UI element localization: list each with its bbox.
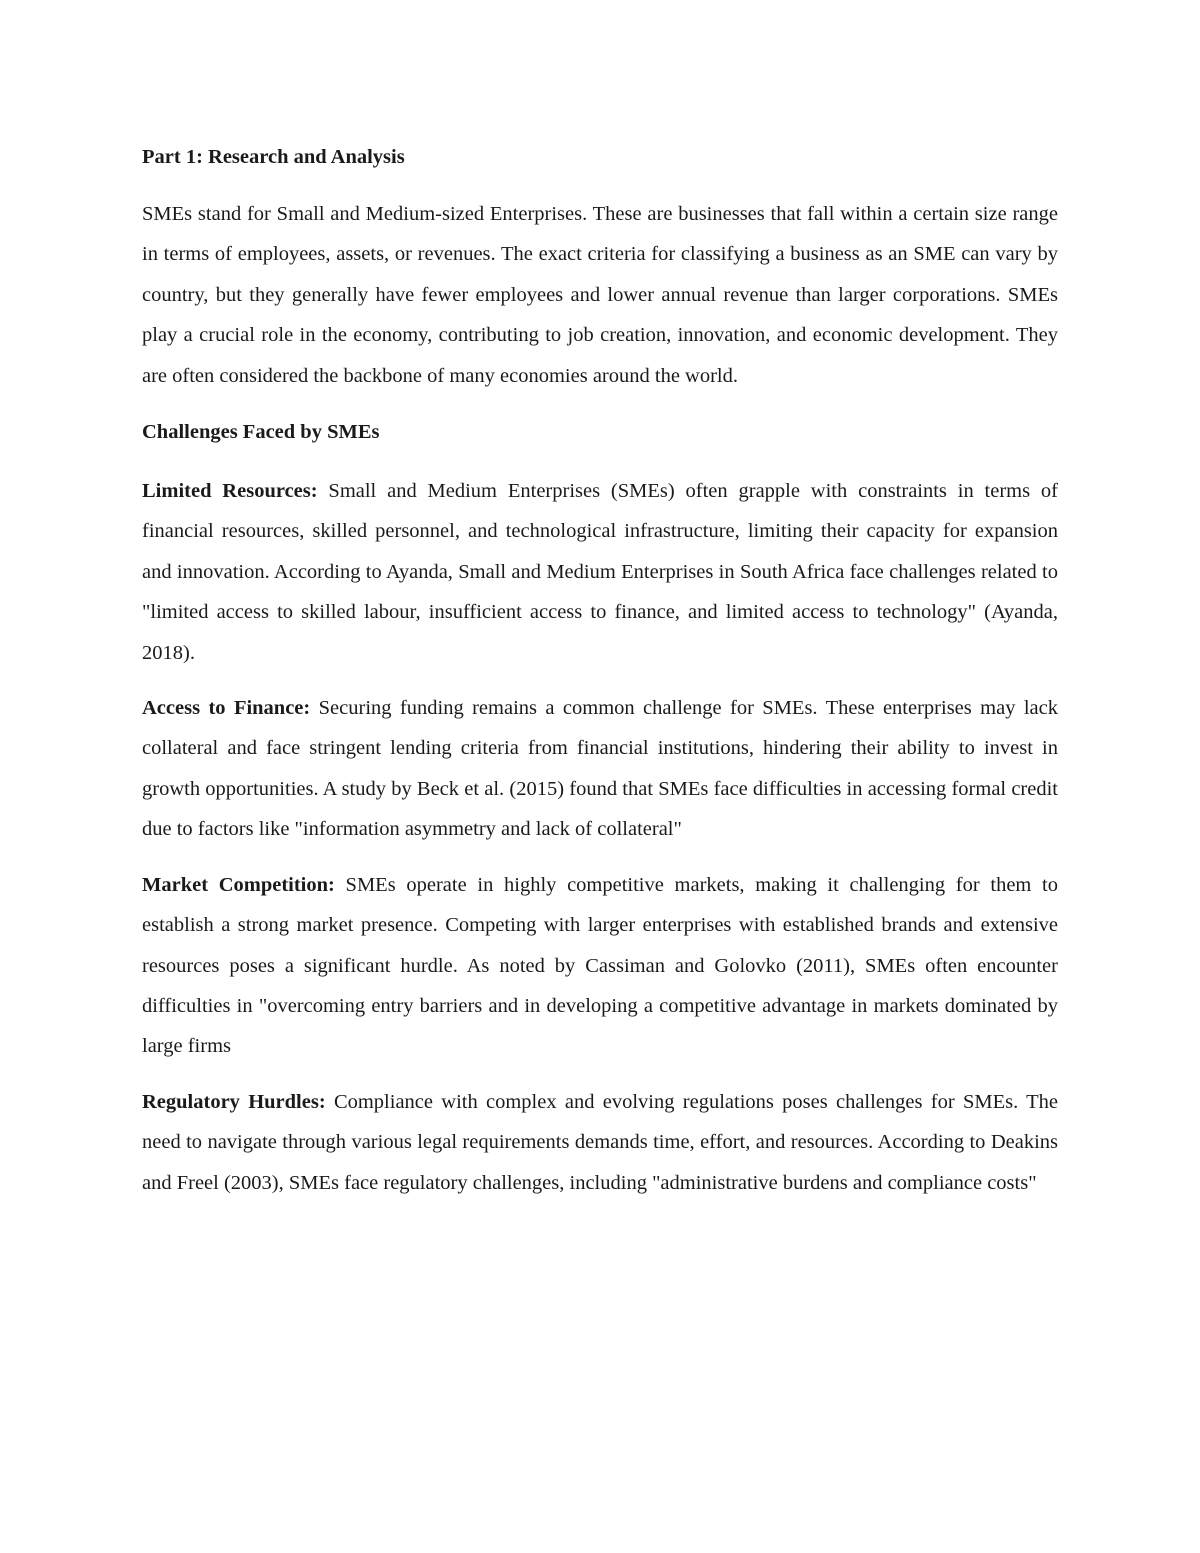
intro-paragraph: SMEs stand for Small and Medium-sized Enterprises. These are businesses that fall within a certain size range in terms of employees, assets, or revenues. The exact criteria for classifying a business as an SME can vary by country, but they generally have fewer employees and lower annual revenue than larger corporations. SMEs play a crucial role in the economy, contributing to job creation, innovation, and economic development. They are often considered the backbone of many economies around the world. [142,203,1058,387]
challenge-text: SMEs operate in highly competitive markets, making it challenging for them to establish a strong market presence. Competing with larger enterprises with established brands and extensive resources poses a significant hurdle. As noted by Cassiman and Golovko (2011), SMEs often encounter difficulties in "overcoming entry barriers and in developing a competitive advantage in markets dominated by large firms [142,873,1058,1058]
challenge-text: Small and Medium Enterprises (SMEs) often grapple with constraints in terms of financial resources, skilled personnel, and technological infrastructure, limiting their capacity for expansion and innovation. According to Ayanda, Small and Medium Enterprises in South Africa face challenges related to "limited access to skilled labour, insufficient access to finance, and limited access to technology" (Ayanda, 2018). [142,480,1058,664]
challenge-text: Compliance with complex and evolving regulations poses challenges for SMEs. The need to navigate through various legal requirements demands time, effort, and resources. According to Deakins and Freel (2003), SMEs face regulatory challenges, including "administrative burdens and compliance costs" [142,1090,1058,1194]
challenge-access-to-finance [142,688,1058,850]
challenge-term: Access to Finance: [142,697,311,720]
challenge-market-competition [142,865,1058,1067]
challenge-limited-resources [142,471,1058,673]
challenges-heading: Challenges Faced by SMEs [142,421,380,444]
challenge-text: Securing funding remains a common challenge for SMEs. These enterprises may lack collateral and face stringent lending criteria from financial institutions, hindering their ability to invest in growth opportunities. A study by Beck et al. (2015) found that SMEs face difficulties in accessing formal credit due to factors like "information asymmetry and lack of collateral" [142,697,1058,841]
challenge-term: Market Competition: [142,873,335,896]
challenge-regulatory-hurdles [142,1082,1058,1203]
part-heading: Part 1: Research and Analysis [142,146,405,168]
challenge-term: Regulatory Hurdles: [142,1090,326,1113]
challenge-term: Limited Resources: [142,480,318,503]
